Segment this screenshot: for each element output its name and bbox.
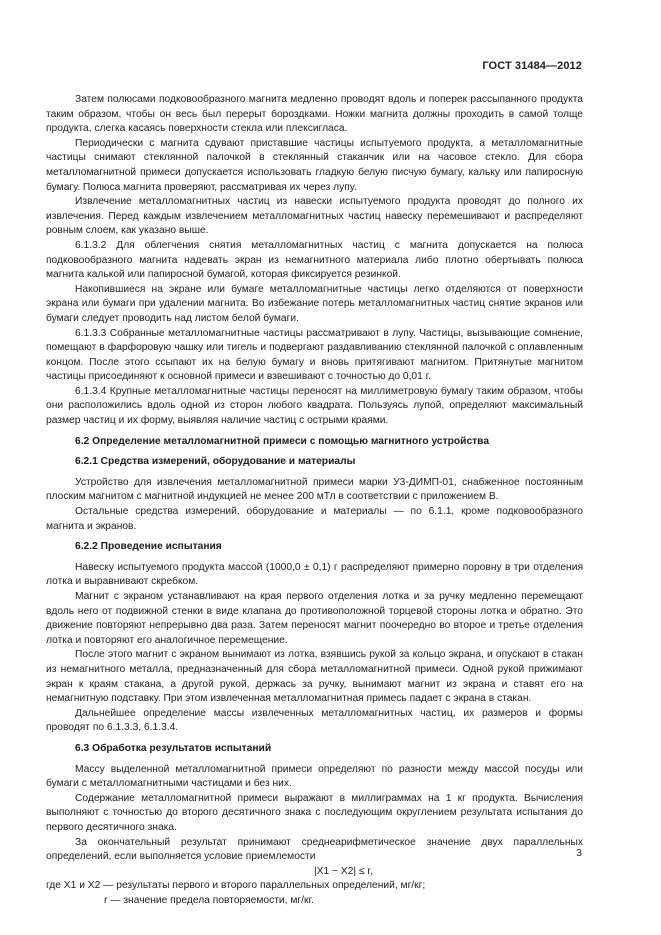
paragraph: Периодически с магнита сдувают приставшие частицы испытуемого продукта, а металломагнитные частицы снимают стеклянной палочкой в стеклянный стаканчик или на часовое стекло. Для сбора металломагнитной примеси допускается использовать гладкую белую писчую бумагу, кальку или папиросную бумагу. Полюса магнита проверяют, рассматривая их через лупу. (46, 137, 583, 193)
section-heading-6-2: 6.2 Определение металломагнитной примеси с помощью магнитного устройства (75, 435, 490, 447)
formula-definition-x: где X1 и X2 — результаты первого и второго параллельных определений, мг/кг; (46, 880, 426, 892)
paragraph: Затем полюсами подковообразного магнита медленно проводят вдоль и поперек рассыпанного продукта таким образом, чтобы он весь был перерыт бороздками. Ножки магнита должны проходить в самой толще продукта, слегка касаясь поверхности стекла или плексигласа. (46, 94, 583, 135)
subsection-heading-6-2-2: 6.2.2 Проведение испытания (75, 541, 222, 553)
paragraph: Массу выделенной металломагнитной примеси определяют по разности между массой посуды или бумаги с металломагнитными частицами и без них. (46, 763, 583, 790)
page-number: 3 (576, 847, 582, 859)
document-body (46, 93, 583, 908)
document-code: ГОСТ 31484—2012 (482, 60, 582, 72)
formula-definition-r: r — значение предела повторяемости, мг/кг. (104, 894, 314, 906)
subsection-heading-6-2-1: 6.2.1 Средства измерений, оборудование и материалы (75, 456, 356, 468)
paragraph: После этого магнит с экраном вынимают из лотка, взявшись рукой за кольцо экрана, и опускают в стакан из немагнитного металла, предназначенный для сбора металломагнитной примеси. Одной рукой прижимают экран к краям стакана, а другой рукой, держась за ручку, вынимают магнит из экрана и ставят его на немагнитную подставку. При этом извлеченная металломагнитная примесь падает с экрана в стакан. (46, 649, 583, 705)
paragraph: Магнит с экраном устанавливают на края первого отделения лотка и за ручку медленно перемещают вдоль него от подвижной стенки в виде клапана до противоположной торцевой стороны лотка и обратно. Это движение повторяют непрерывно два раза. Затем переносят магнит поочередно во второе и третье отделения лотка и повторяют его аналогичное перемещение. (46, 591, 583, 646)
paragraph: Остальные средства измерений, оборудование и материалы — по 6.1.1, кроме подковообразного магнита и экранов. (46, 506, 583, 532)
paragraph: 6.1.3.2 Для облегчения снятия металломагнитных частиц с магнита допускается на полюса подковообразного магнита надевать экран из немагнитного материала либо плотно обертывать полюса магнита калькой или папиросной бумагой, которая фиксируется резинкой. (46, 239, 583, 281)
paragraph: За окончательный результат принимают среднеарифметическое значение двух параллельных определений, если выполняется условие приемлемости (46, 836, 583, 863)
paragraph: Извлечение металломагнитных частиц из навески испытуемого продукта проводят до полного их извлечения. Перед каждым извлечением металломагнитных частиц навеску перемешивают и распределяют ровным слоем, как указано выше. (46, 196, 583, 237)
paragraph: 6.1.3.4 Крупные металломагнитные частицы переносят на миллиметровую бумагу таким образом, чтобы они расположились вдоль одной из сторон любого квадрата. Пользуясь лупой, определяют максимальный размер частиц и их форму, выявляя наличие частиц с острыми краями. (46, 385, 583, 427)
paragraph: 6.1.3.3 Собранные металломагнитные частицы рассматривают в лупу. Частицы, вызывающие сомнение, помещают в фарфоровую чашку или тигель и подвергают раздавливанию стеклянной палочкой с оплавленным концом. После этого ссыпают их на белую бумагу и вновь притягивают магнитом. Притянутые магнитом частицы присоединяют к основной примеси и взвешивают с точностью до 0,01 г. (46, 327, 583, 383)
paragraph: Навеску испытуемого продукта массой (1000,0 ± 0,1) г распределяют примерно поровну в три отделения лотка и выравнивают скребком. (46, 561, 583, 588)
acceptance-formula: |X1 − X2| ≤ r, (314, 865, 374, 877)
section-heading-6-3: 6.3 Обработка результатов испытаний (75, 742, 272, 754)
paragraph: Устройство для извлечения металломагнитной примеси марки У3-ДИМП-01, снабженное постоянным плоским магнитом с магнитной индукцией не менее 200 мТл в соответствии с приложением В. (46, 476, 583, 503)
paragraph: Накопившиеся на экране или бумаге металломагнитные частицы легко отделяются от поверхности экрана или бумаги при удалении магнита. Во избежание потерь металломагнитных частиц снятие экранов или бумаги следует проводить над листом белой бумаги. (46, 283, 583, 324)
paragraph: Дальнейшее определение массы извлеченных металломагнитных частиц, их размеров и формы проводят по 6.1.3.3, 6.1.3.4. (46, 707, 583, 734)
paragraph: Содержание металломагнитной примеси выражают в миллиграммах на 1 кг продукта. Вычисления выполняют с точностью до второго десятичного знака с последующим округлением результата испытания до первого десятичного знака. (46, 792, 583, 833)
